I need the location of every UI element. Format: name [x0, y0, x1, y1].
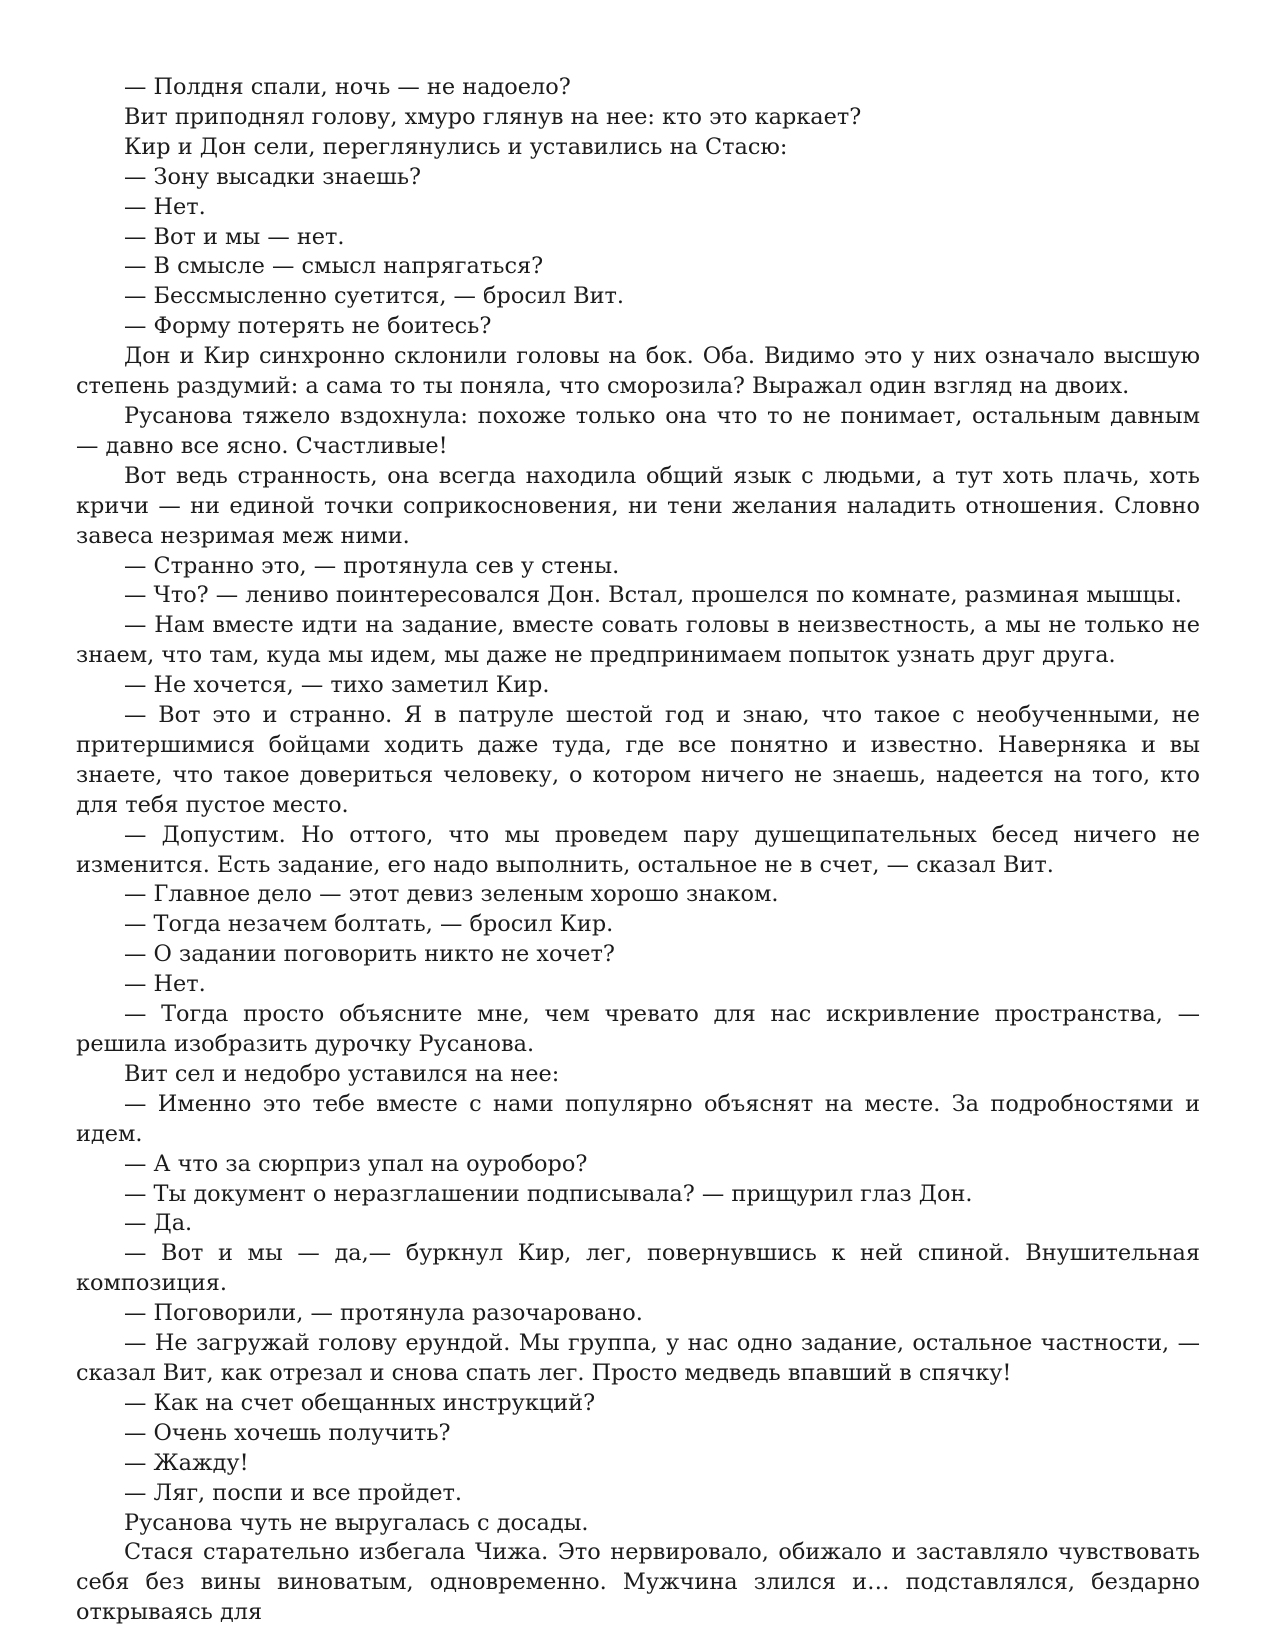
- paragraph: — Вот это и странно. Я в патруле шестой год и знаю, что такое с необученными, не притершимися бойцами ходить даже туда, где все понятно и известно. Наверняка и вы знаете, что такое довериться человеку, о котором ничего не знаешь, надеется на того, кто для тебя пустое место.: [76, 702, 1200, 818]
- paragraph: — Ляг, поспи и все пройдет.: [124, 1479, 462, 1506]
- paragraph: Вот ведь странность, она всегда находила общий язык с людьми, а тут хоть плачь, хоть кричи — ни единой точки соприкосновения, ни тени желания наладить отношения. Словно завеса незримая меж ними.: [76, 462, 1200, 549]
- paragraph: — Ты документ о неразглашении подписывала? — прищурил глаз Дон.: [124, 1180, 973, 1207]
- paragraph: — Нам вместе идти на задание, вместе совать головы в неизвестность, а мы не только не знаем, что там, куда мы идем, мы даже не предпринимаем попыток узнать друг друга.: [76, 612, 1200, 669]
- paragraph: — Поговорили, — протянула разочаровано.: [124, 1300, 643, 1327]
- paragraph: Русанова чуть не выругалась с досады.: [124, 1509, 589, 1536]
- paragraph: — Вот и мы — да,— буркнул Кир, лег, повернувшись к ней спиной. Внушительная композиция.: [76, 1240, 1200, 1297]
- paragraph: — А что за сюрприз упал на оуроборо?: [124, 1150, 588, 1177]
- paragraph: — О задании поговорить никто не хочет?: [124, 941, 615, 968]
- paragraph: — Форму потерять не боитесь?: [124, 313, 492, 340]
- paragraph: Кир и Дон сели, переглянулись и уставились на Стасю:: [124, 133, 788, 160]
- paragraph: — Главное дело — этот девиз зеленым хорошо знаком.: [124, 881, 779, 908]
- paragraph: Стася старательно избегала Чижа. Это нервировало, обижало и заставляло чувствовать себя без вины виноватым, одновременно. Мужчина злился и… подставлялся, бездарно открываясь для: [76, 1539, 1200, 1626]
- paragraph: — Не хочется, — тихо заметил Кир.: [124, 672, 550, 699]
- paragraph: — Не загружай голову ерундой. Мы группа, у нас одно задание, остальное частности, — сказал Вит, как отрезал и снова спать лег. Просто медведь впавший в спячку!: [76, 1330, 1200, 1386]
- paragraph: — Что? — лениво поинтересовался Дон. Встал, прошелся по комнате, разминая мышцы.: [124, 582, 1182, 609]
- paragraph: — Бессмысленно суетится, — бросил Вит.: [124, 283, 625, 310]
- paragraph: — Странно это, — протянула сев у стены.: [124, 552, 620, 579]
- paragraph: — Тогда незачем болтать, — бросил Кир.: [124, 911, 614, 938]
- paragraph: — Допустим. Но оттого, что мы проведем пару душещипательных бесед ничего не изменится. Есть задание, его надо выполнить, остальное не в счет, — сказал Вит.: [76, 821, 1200, 878]
- paragraph: — Полдня спали, ночь — не надоело?: [124, 74, 571, 100]
- paragraph: Вит приподнял голову, хмуро глянув на нее: кто это каркает?: [124, 103, 862, 130]
- paragraph: Русанова тяжело вздохнула: похоже только она что то не понимает, остальным давным — давно все ясно. Счастливые!: [76, 402, 1200, 459]
- paragraph: — Нет.: [124, 193, 206, 220]
- paragraph: — Тогда просто объясните мне, чем чревато для нас искривление пространства, — решила изобразить дурочку Русанова.: [76, 1001, 1200, 1057]
- paragraph: — Очень хочешь получить?: [124, 1419, 451, 1446]
- paragraph: — Именно это тебе вместе с нами популярно объяснят на месте. За подробностями и идем.: [76, 1090, 1200, 1147]
- paragraph: — Вот и мы — нет.: [124, 223, 345, 250]
- paragraph: Дон и Кир синхронно склонили головы на бок. Оба. Видимо это у них означало высшую степень раздумий: а сама то ты поняла, что сморозила? Выражал один взгляд на двоих.: [76, 343, 1200, 400]
- paragraph: — Жажду!: [124, 1449, 249, 1476]
- paragraph: — Зону высадки знаешь?: [124, 163, 422, 190]
- paragraph: — В смысле — смысл напрягаться?: [124, 253, 544, 280]
- book-page: [76, 73, 1200, 1628]
- paragraph: — Нет.: [124, 971, 206, 998]
- paragraph: — Да.: [124, 1210, 193, 1237]
- paragraph: — Как на счет обещанных инструкций?: [124, 1389, 596, 1416]
- paragraph: Вит сел и недобро уставился на нее:: [124, 1060, 560, 1087]
